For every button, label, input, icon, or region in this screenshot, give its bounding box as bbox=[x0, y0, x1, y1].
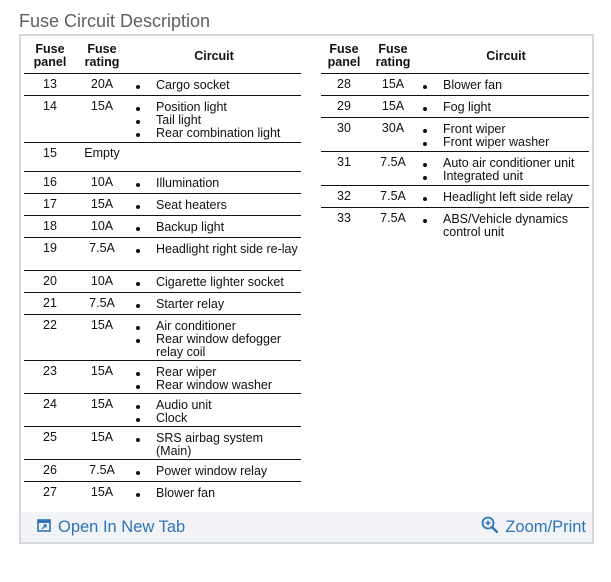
circuit-item: Blower fan bbox=[134, 487, 301, 500]
fuse-panel-number: 14 bbox=[43, 99, 57, 113]
table-row bbox=[24, 74, 301, 96]
circuit-item: Rear window defogger relay coil bbox=[134, 333, 301, 359]
circuit-item: Seat heaters bbox=[134, 199, 301, 212]
table-row bbox=[321, 96, 589, 118]
fuse-panel-number: 25 bbox=[43, 430, 57, 444]
fuse-panel-number: 28 bbox=[337, 77, 351, 91]
circuit-list bbox=[134, 177, 301, 190]
fuse-panel-number: 29 bbox=[337, 99, 351, 113]
circuit-item: SRS airbag system (Main) bbox=[134, 432, 301, 458]
circuit-list bbox=[134, 366, 301, 392]
fuse-rating: 20A bbox=[90, 77, 114, 91]
circuit-item: Front wiper bbox=[421, 123, 589, 136]
fuse-rating: 15A bbox=[90, 397, 114, 411]
circuit-item: Cargo socket bbox=[134, 79, 301, 92]
open-in-new-tab-link[interactable] bbox=[37, 518, 185, 537]
fuse-panel-number: 13 bbox=[43, 77, 57, 91]
circuit-item: Position light bbox=[134, 101, 301, 114]
fuse-panel-number: 31 bbox=[337, 155, 351, 169]
circuit-item: Starter relay bbox=[134, 298, 301, 311]
circuit-list bbox=[134, 276, 301, 289]
table-row bbox=[321, 74, 589, 96]
circuit-item: Power window relay bbox=[134, 465, 301, 478]
fuse-table-right bbox=[321, 39, 589, 238]
fuse-rating: 7.5A bbox=[380, 211, 406, 225]
fuse-rating: Empty bbox=[84, 146, 120, 160]
table-row bbox=[24, 394, 301, 427]
fuse-panel-number: 32 bbox=[337, 189, 351, 203]
circuit-list bbox=[134, 79, 301, 92]
image-action-bar bbox=[21, 512, 592, 542]
circuit-item: Clock bbox=[134, 412, 301, 425]
table-header bbox=[321, 39, 589, 74]
fuse-panel-number: 24 bbox=[43, 397, 57, 411]
fuse-rating: 7.5A bbox=[89, 463, 115, 477]
header-circuit: Circuit bbox=[486, 49, 526, 63]
fuse-panel-number: 30 bbox=[337, 121, 351, 135]
fuse-panel-number: 17 bbox=[43, 197, 57, 211]
header-fuse-rating: Fuse rating bbox=[375, 42, 411, 69]
circuit-list bbox=[134, 199, 301, 212]
fuse-rating: 7.5A bbox=[380, 155, 406, 169]
table-row bbox=[24, 315, 301, 361]
circuit-list bbox=[421, 123, 589, 149]
circuit-item: Rear combination light bbox=[134, 127, 301, 140]
fuse-rating: 15A bbox=[90, 485, 114, 499]
header-fuse-rating: Fuse rating bbox=[84, 42, 120, 69]
open-in-new-tab-label: Open In New Tab bbox=[58, 518, 186, 536]
fuse-panel-number: 15 bbox=[43, 146, 57, 160]
table-row bbox=[321, 118, 589, 152]
image-frame bbox=[19, 34, 594, 544]
fuse-rating: 15A bbox=[90, 318, 114, 332]
fuse-table-left bbox=[24, 39, 301, 504]
circuit-item: Blower fan bbox=[421, 79, 589, 92]
circuit-list bbox=[421, 191, 589, 204]
circuit-list bbox=[134, 101, 301, 140]
table-row bbox=[24, 172, 301, 194]
fuse-panel-number: 26 bbox=[43, 463, 57, 477]
table-row bbox=[24, 482, 301, 504]
zoom-in-icon bbox=[481, 516, 499, 539]
table-row bbox=[24, 143, 301, 172]
fuse-table-image bbox=[24, 39, 590, 513]
fuse-panel-number: 33 bbox=[337, 211, 351, 225]
circuit-list bbox=[421, 101, 589, 114]
circuit-list bbox=[421, 213, 589, 239]
fuse-panel-number: 23 bbox=[43, 364, 57, 378]
fuse-panel-number: 27 bbox=[43, 485, 57, 499]
external-link-icon bbox=[37, 518, 52, 537]
circuit-item: Headlight left side relay bbox=[421, 191, 589, 204]
table-row bbox=[24, 194, 301, 216]
circuit-item: ABS/Vehicle dynamics control unit bbox=[421, 213, 589, 239]
circuit-list bbox=[134, 320, 301, 359]
circuit-item: Audio unit bbox=[134, 399, 301, 412]
table-row bbox=[321, 186, 589, 208]
circuit-item: Backup light bbox=[134, 221, 301, 234]
circuit-item: Auto air conditioner unit bbox=[421, 157, 589, 170]
circuit-list bbox=[134, 243, 301, 256]
table-row bbox=[321, 208, 589, 238]
fuse-rating: 15A bbox=[90, 197, 114, 211]
page-title: Fuse Circuit Description bbox=[19, 11, 211, 31]
fuse-panel-number: 18 bbox=[43, 219, 57, 233]
circuit-item: Integrated unit bbox=[421, 170, 589, 183]
table-body-left bbox=[24, 74, 301, 504]
table-row bbox=[321, 152, 589, 186]
circuit-item: Rear wiper bbox=[134, 366, 301, 379]
fuse-rating: 10A bbox=[90, 175, 114, 189]
circuit-item: Headlight right side re-lay bbox=[134, 243, 301, 256]
circuit-item: Rear window washer bbox=[134, 379, 301, 392]
circuit-list bbox=[134, 221, 301, 234]
fuse-rating: 15A bbox=[90, 430, 114, 444]
circuit-list bbox=[134, 298, 301, 311]
table-row bbox=[24, 271, 301, 293]
header-fuse-panel: Fuse panel bbox=[327, 42, 361, 69]
table-row bbox=[24, 96, 301, 143]
circuit-item: Air conditioner bbox=[134, 320, 301, 333]
circuit-item: Fog light bbox=[421, 101, 589, 114]
circuit-list bbox=[134, 399, 301, 425]
fuse-panel-number: 21 bbox=[43, 296, 57, 310]
table-row bbox=[24, 427, 301, 460]
circuit-item: Front wiper washer bbox=[421, 136, 589, 149]
fuse-panel-number: 22 bbox=[43, 318, 57, 332]
circuit-list bbox=[421, 157, 589, 183]
table-body-right bbox=[321, 74, 589, 238]
fuse-rating: 7.5A bbox=[89, 241, 115, 255]
table-row bbox=[24, 216, 301, 238]
zoom-print-label: Zoom/Print bbox=[505, 518, 586, 536]
circuit-list bbox=[134, 487, 301, 500]
circuit-list bbox=[134, 465, 301, 478]
table-row bbox=[24, 460, 301, 482]
fuse-rating: 10A bbox=[90, 274, 114, 288]
fuse-rating: 7.5A bbox=[380, 189, 406, 203]
fuse-rating: 10A bbox=[90, 219, 114, 233]
fuse-panel-number: 16 bbox=[43, 175, 57, 189]
fuse-rating: 30A bbox=[381, 121, 405, 135]
fuse-rating: 15A bbox=[90, 364, 114, 378]
circuit-list bbox=[134, 432, 301, 458]
table-row bbox=[24, 361, 301, 394]
header-circuit: Circuit bbox=[194, 49, 234, 63]
table-row bbox=[24, 293, 301, 315]
fuse-rating: 15A bbox=[381, 99, 405, 113]
circuit-item: Tail light bbox=[134, 114, 301, 127]
circuit-item: Cigarette lighter socket bbox=[134, 276, 301, 289]
fuse-rating: 15A bbox=[90, 99, 114, 113]
circuit-list bbox=[421, 79, 589, 92]
circuit-item: Illumination bbox=[134, 177, 301, 190]
zoom-print-link[interactable] bbox=[481, 516, 586, 539]
fuse-panel-number: 20 bbox=[43, 274, 57, 288]
fuse-panel-number: 19 bbox=[43, 241, 57, 255]
fuse-rating: 15A bbox=[381, 77, 405, 91]
table-header bbox=[24, 39, 301, 74]
header-fuse-panel: Fuse panel bbox=[33, 42, 67, 69]
fuse-rating: 7.5A bbox=[89, 296, 115, 310]
table-row bbox=[24, 238, 301, 271]
